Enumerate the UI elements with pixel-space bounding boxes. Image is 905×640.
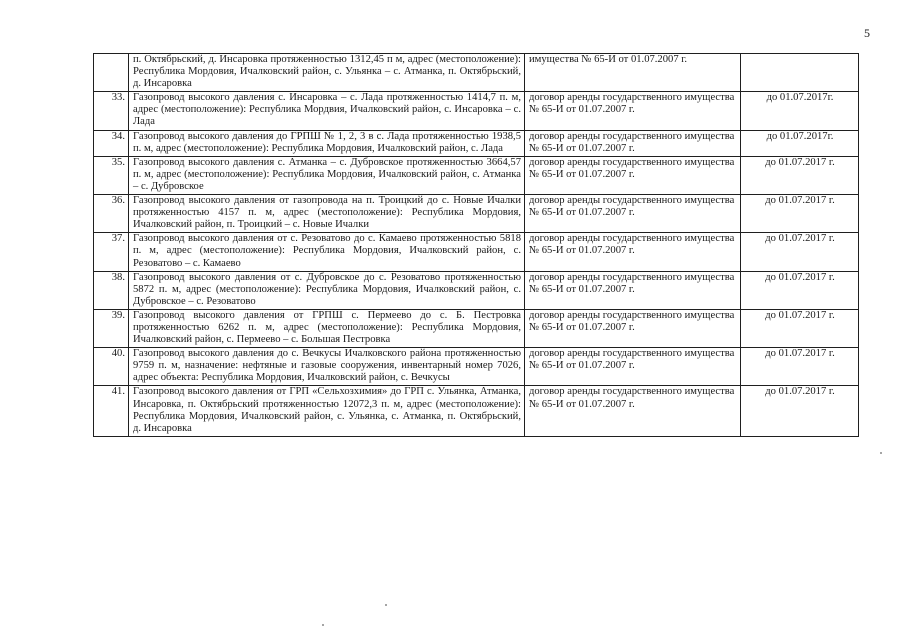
row-basis: имущества № 65-И от 01.07.2007 г. (525, 54, 741, 92)
row-description: Газопровод высокого давления с. Атманка – с. Дубровское протяженностью 3664,57 п. м, адрес (местоположение): Республика Мордовия, Ичалковский район, с. Атманка – с. Дубровское (129, 156, 525, 194)
row-description: Газопровод высокого давления до с. Вечкусы Ичалковского района протяженностью 9759 п. м, назначение: нефтяные и газовые сооружения, инвентарный номер 7026, адрес объекта: Республика Мордовия, Ичалковский район, с. Вечкусы (129, 348, 525, 386)
page-number: 5 (864, 26, 870, 40)
scan-speck (322, 624, 324, 626)
row-basis: договор аренды государственного имущества № 65-И от 01.07.2007 г. (525, 271, 741, 309)
row-term: до 01.07.2017 г. (741, 195, 859, 233)
row-number: 33. (94, 92, 129, 130)
row-number: 37. (94, 233, 129, 271)
row-description: Газопровод высокого давления от с. Дубровское до с. Резоватово протяженностью 5872 п. м, адрес (местоположение): Республика Мордовия, Ичалковский район, с. Дубровское – с. Резоватово (129, 271, 525, 309)
row-basis: договор аренды государственного имущества № 65-И от 01.07.2007 г. (525, 233, 741, 271)
table-row (94, 92, 859, 130)
property-table (93, 53, 859, 437)
row-description: п. Октябрьский, д. Инсаровка протяженностью 1312,45 п м, адрес (местоположение): Республика Мордовия, Ичалковский район, с. Ульянка – с. Атманка, п. Октябрьский, д. Инсаровка (129, 54, 525, 92)
table-row (94, 386, 859, 436)
row-term: до 01.07.2017 г. (741, 233, 859, 271)
table-row (94, 130, 859, 156)
row-term: до 01.07.2017 г. (741, 156, 859, 194)
row-number (94, 54, 129, 92)
row-number: 35. (94, 156, 129, 194)
row-number: 36. (94, 195, 129, 233)
row-description: Газопровод высокого давления от газопровода на п. Троицкий до с. Новые Ичалки протяженностью 4157 п. м, адрес (местоположение): Республика Мордовия, Ичалковский район, п. Троицкий – с. Новые Ичалки (129, 195, 525, 233)
table-row (94, 309, 859, 347)
table-row (94, 271, 859, 309)
row-description: Газопровод высокого давления от с. Резоватово до с. Камаево протяженностью 5818 п. м, адрес (местоположение): Республика Мордовия, Ичалковский район, с. Резоватово – с. Камаево (129, 233, 525, 271)
property-table-body (94, 54, 859, 437)
scan-speck (880, 452, 882, 454)
row-basis: договор аренды государственного имущества № 65-И от 01.07.2007 г. (525, 309, 741, 347)
row-description: Газопровод высокого давления от ГРПШ с. Пермеево до с. Б. Пестровка протяженностью 6262 п. м, адрес (местоположение): Республика Мордовия, Ичалковский район, с. Пермеево – с. Большая Пестровка (129, 309, 525, 347)
row-basis: договор аренды государственного имущества № 65-И от 01.07.2007 г. (525, 156, 741, 194)
row-description: Газопровод высокого давления с. Инсаровка – с. Лада протяженностью 1414,7 п. м, адрес (местоположение): Республика Мордвия, Ичалковский район, с. Инсаровка – с. Лада (129, 92, 525, 130)
row-basis: договор аренды государственного имущества № 65-И от 01.07.2007 г. (525, 195, 741, 233)
row-term: до 01.07.2017 г. (741, 348, 859, 386)
row-basis: договор аренды государственного имущества № 65-И от 01.07.2007 г. (525, 348, 741, 386)
table-row (94, 233, 859, 271)
row-term: до 01.07.2017г. (741, 130, 859, 156)
row-term: до 01.07.2017 г. (741, 386, 859, 436)
row-description: Газопровод высокого давления до ГРПШ № 1, 2, 3 в с. Лада протяженностью 1938,5 п. м, адрес (местоположение): Республика Мордовия, Ичалковский район, с. Лада (129, 130, 525, 156)
row-term (741, 54, 859, 92)
row-basis: договор аренды государственного имущества № 65-И от 01.07.2007 г. (525, 386, 741, 436)
table-row (94, 195, 859, 233)
row-basis: договор аренды государственного имущества № 65-И от 01.07.2007 г. (525, 130, 741, 156)
table-row (94, 348, 859, 386)
row-term: до 01.07.2017г. (741, 92, 859, 130)
table-row (94, 156, 859, 194)
row-term: до 01.07.2017 г. (741, 309, 859, 347)
row-number: 41. (94, 386, 129, 436)
row-description: Газопровод высокого давления от ГРП «Сельхозхимия» до ГРП с. Ульянка, Атманка, Инсаровка, п. Октябрьский протяженностью 12072,3 п. м, адрес (местоположение): Республика Мордовия, Ичалковский район, с. Ульянка, с. Атманка, п. Октябрьский, д. Инсаровка (129, 386, 525, 436)
scan-speck (385, 604, 387, 606)
row-basis: договор аренды государственного имущества № 65-И от 01.07.2007 г. (525, 92, 741, 130)
row-number: 38. (94, 271, 129, 309)
table-row (94, 54, 859, 92)
row-number: 40. (94, 348, 129, 386)
row-number: 34. (94, 130, 129, 156)
row-term: до 01.07.2017 г. (741, 271, 859, 309)
row-number: 39. (94, 309, 129, 347)
